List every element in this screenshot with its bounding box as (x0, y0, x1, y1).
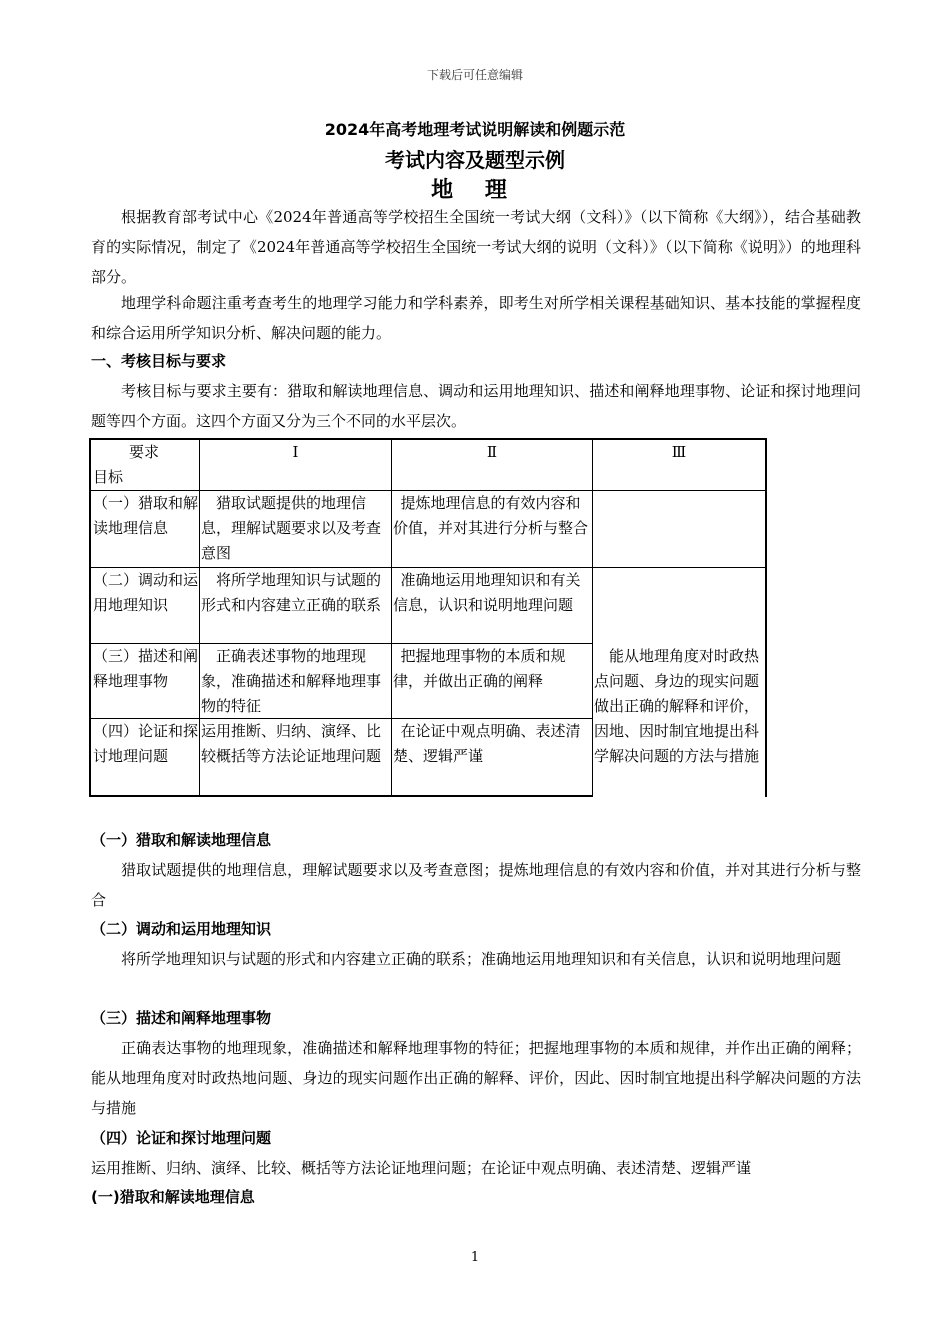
table-level-header: Ⅱ (486, 443, 498, 461)
table-corner-bottom: 目标 (93, 468, 124, 486)
table-level-header: Ⅲ (671, 443, 687, 461)
subsection-4-text: 运用推断、归纳、演绎、比较、概括等方法论证地理问题；在论证中观点明确、表述清楚、逻辑严谨 (91, 1159, 752, 1177)
table-cell: 把握地理事物的本质和规律，并做出正确的阐释 (393, 647, 566, 690)
document-subtitle: 考试内容及题型示例 (385, 148, 565, 172)
intro-paragraph-2: 地理学科命题注重考查考生的地理学习能力和学科素养，即考生对所学相关课程基础知识、基本技能的掌握程度和综合运用所学知识分析、解决问题的能力。 (91, 294, 861, 342)
document-title: 2024年高考地理考试说明解读和例题示范 (324, 120, 626, 139)
subsection-1-text: 猎取试题提供的地理信息，理解试题要求以及考查意图；提炼地理信息的有效内容和价值，并对其进行分析与整合 (91, 861, 861, 909)
table-goal-cell: （四）论证和探讨地理问题 (93, 722, 199, 765)
table-cell: 正确表述事物的地理现象，准确描述和解释地理事物的特征 (201, 647, 382, 715)
table-goal-cell: （一）猎取和解读地理信息 (93, 494, 199, 537)
table-goal-cell: （二）调动和运用地理知识 (93, 571, 199, 614)
page-number: 1 (470, 1250, 480, 1265)
subsection-heading-1: （一）猎取和解读地理信息 (91, 831, 272, 849)
table-level-3-merged-cell: 能从地理角度对时政热点问题、身边的现实问题做出正确的解释和评价，因地、因时制宜地提出科学解决问题的方法与措施 (594, 647, 760, 765)
table-corner-top: 要求 (129, 443, 160, 461)
subsection-heading-3: （三）描述和阐释地理事物 (91, 1009, 272, 1027)
subsection-heading-2: （二）调动和运用地理知识 (91, 920, 272, 938)
subsection-heading-5: (一)猎取和解读地理信息 (91, 1188, 255, 1206)
assessment-table (89, 438, 769, 798)
section-heading-1: 一、考核目标与要求 (91, 352, 227, 370)
table-cell: 在论证中观点明确、表述清楚、逻辑严谨 (393, 722, 581, 765)
table-cell: 运用推断、归纳、演绎、比较概括等方法论证地理问题 (201, 722, 382, 765)
subsection-heading-4: （四）论证和探讨地理问题 (91, 1129, 272, 1147)
table-level-header: Ⅰ (292, 443, 299, 461)
table-goal-cell: （三）描述和阐释地理事物 (93, 647, 199, 690)
subsection-2-text: 将所学地理知识与试题的形式和内容建立正确的联系；准确地运用地理知识和有关信息，认识和说明地理问题 (121, 950, 842, 968)
section-1-text: 考核目标与要求主要有：猎取和解读地理信息、调动和运用地理知识、描述和阐释地理事物、论证和探讨地理问题等四个方面。这四个方面又分为三个不同的水平层次。 (91, 382, 861, 430)
subject-title: 地 理 (431, 178, 519, 203)
intro-paragraph-1: 根据教育部考试中心《2024年普通高等学校招生全国统一考试大纲（文科）》（以下简称《大纲》），结合基础教育的实际情况，制定了《2024年普通高等学校招生全国统一考试大纲的说明（文科）》（以下简称《说明》）的地理科部分。 (91, 208, 861, 286)
table-cell: 准确地运用地理知识和有关信息，认识和说明地理问题 (393, 571, 581, 614)
header-note: 下载后可任意编辑 (426, 68, 523, 82)
table-cell: 将所学地理知识与试题的形式和内容建立正确的联系 (201, 571, 382, 614)
table-cell: 提炼地理信息的有效内容和价值，并对其进行分析与整合 (393, 494, 589, 537)
table-cell: 猎取试题提供的地理信息，理解试题要求以及考查意图 (201, 494, 382, 562)
subsection-3-text: 正确表达事物的地理现象，准确描述和解释地理事物的特征；把握地理事物的本质和规律，并作出正确的阐释；能从地理角度对时政热地问题、身边的现实问题作出正确的解释、评价，因此、因时制宜地提出科学解决问题的方法与措施 (91, 1039, 861, 1117)
